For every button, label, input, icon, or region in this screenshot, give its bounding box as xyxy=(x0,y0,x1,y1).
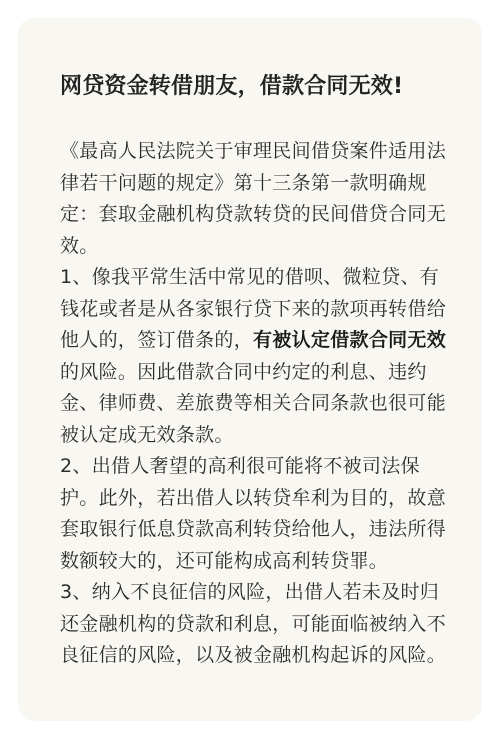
point-1-text-pre: 1、像我平常生活中常见的借呗、微粒贷、有钱花或者是从各家银行贷下来的款项再转借给他人的，签订借条的， xyxy=(60,266,447,351)
paragraph-point-3: 3、纳入不良征信的风险，出借人若未及时归还金融机构的贷款和利息，可能面临被纳入不良征信的风险，以及被金融机构起诉的风险。 xyxy=(60,581,447,666)
article-body xyxy=(60,136,456,672)
paragraph-point-2: 2、出借人奢望的高利很可能将不被司法保护。此外，若出借人以转贷牟利为目的，故意套取银行低息贷款高利转贷给他人，违法所得数额较大的，还可能构成高利转贷罪。 xyxy=(60,455,447,572)
point-1-text-post: 的风险。因此借款合同中约定的利息、违约金、律师费、差旅费等相关合同条款也很可能被认定成无效条款。 xyxy=(60,360,447,446)
point-1-emphasis: 有被认定借款合同无效 xyxy=(253,329,447,351)
paragraph-point-1 xyxy=(60,262,450,451)
paragraph-legal-basis: 《最高人民法院关于审理民间借贷案件适用法律若干问题的规定》第十三条第一款明确规定：套取金融机构贷款转贷的民间借贷合同无效。 xyxy=(60,140,447,257)
article-title: 网贷资金转借朋友，借款合同无效! xyxy=(60,74,404,99)
article-card xyxy=(18,18,482,721)
